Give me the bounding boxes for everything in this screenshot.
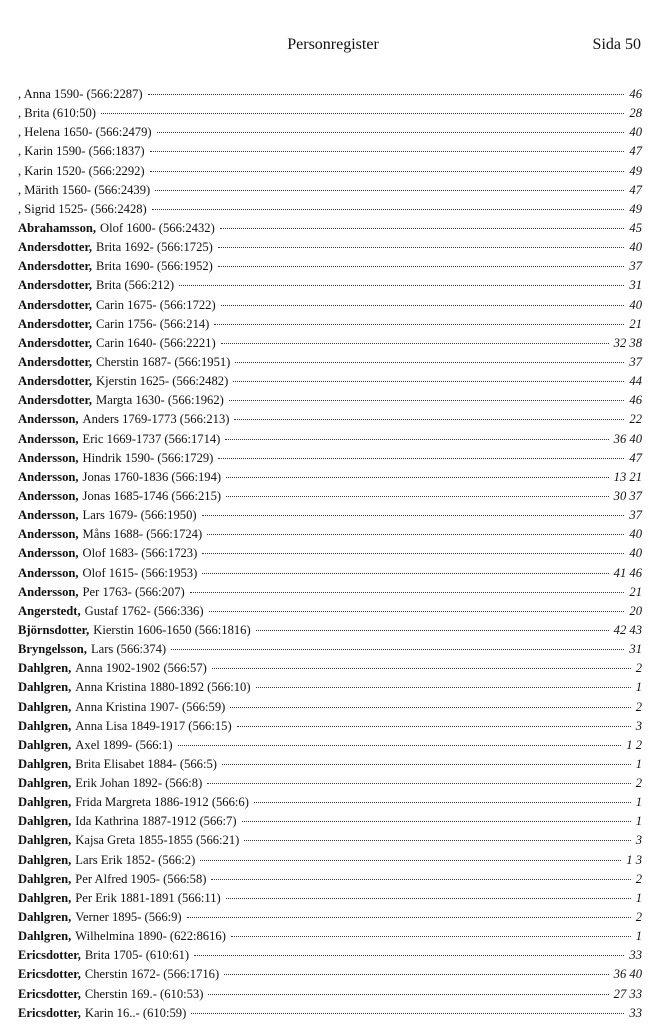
entry-details: Lars 1679- (566:1950): [82, 508, 197, 523]
entry-surname: Dahlgren,: [18, 680, 72, 695]
entry-surname: Andersson,: [18, 469, 79, 484]
entry-details: Per Erik 1881-1891 (566:11): [75, 890, 221, 905]
entry-details: Olof 1615- (566:1953): [82, 565, 198, 580]
index-entry: [18, 927, 642, 946]
dot-leader: [148, 93, 625, 95]
dot-leader: [235, 361, 624, 363]
index-entry: [18, 812, 642, 831]
entry-page-refs: 32 38: [613, 335, 642, 350]
entry-page-refs: 37: [629, 259, 642, 274]
entry-surname: Dahlgren,: [18, 699, 72, 714]
index-entry: [18, 659, 642, 678]
dot-leader: [256, 686, 631, 688]
entry-details: Kjerstin 1625- (566:2482): [96, 374, 229, 389]
entry-details: , Sigrid 1525- (566:2428): [18, 201, 147, 216]
entry-details: Cherstin 169.- (610:53): [84, 986, 204, 1001]
entry-page-refs: 1 2: [626, 737, 642, 752]
person-index-list: [18, 85, 642, 1023]
dot-leader: [178, 744, 622, 746]
entry-details: , Anna 1590- (566:2287): [18, 87, 143, 101]
dot-leader: [220, 227, 625, 229]
entry-surname: Andersson,: [18, 527, 79, 542]
dot-leader: [191, 1012, 624, 1014]
entry-surname: Dahlgren,: [18, 833, 72, 848]
entry-page-refs: 20: [629, 603, 642, 618]
index-entry: [18, 315, 642, 334]
dot-leader: [226, 476, 609, 478]
dot-leader: [237, 725, 631, 727]
dot-leader: [194, 954, 624, 956]
entry-surname: Andersson,: [18, 431, 79, 446]
entry-details: Jonas 1760-1836 (566:194): [82, 469, 222, 484]
index-entry: [18, 353, 642, 372]
entry-details: Wilhelmina 1890- (622:8616): [75, 929, 226, 944]
dot-leader: [231, 935, 631, 937]
dot-leader: [152, 208, 625, 210]
entry-details: Brita (566:212): [96, 278, 175, 293]
entry-surname: Andersdotter,: [18, 393, 93, 408]
entry-details: Karin 16..- (610:59): [84, 1005, 187, 1020]
dot-leader: [218, 457, 624, 459]
entry-page-refs: 33: [629, 1005, 642, 1020]
entry-surname: Angerstedt,: [18, 603, 81, 618]
dot-leader: [155, 189, 624, 191]
entry-details: Axel 1899- (566:1): [75, 737, 173, 752]
entry-page-refs: 46: [629, 393, 642, 408]
dot-leader: [233, 380, 624, 382]
entry-page-refs: 42 43: [613, 622, 642, 637]
index-entry: [18, 334, 642, 353]
entry-page-refs: 40: [629, 240, 642, 255]
entry-page-refs: 46: [629, 87, 642, 101]
dot-leader: [224, 973, 608, 975]
dot-leader: [179, 284, 624, 286]
entry-page-refs: 1 3: [626, 852, 642, 867]
entry-page-refs: 13 21: [613, 469, 642, 484]
dot-leader: [218, 246, 625, 248]
dot-leader: [222, 763, 631, 765]
index-entry: [18, 678, 642, 697]
entry-page-refs: 2: [635, 910, 642, 925]
entry-page-refs: 37: [629, 354, 642, 369]
entry-details: Frida Margreta 1886-1912 (566:6): [75, 795, 249, 810]
entry-page-refs: 40: [629, 546, 642, 561]
entry-page-refs: 30 37: [613, 488, 642, 503]
entry-details: Anders 1769-1773 (566:213): [82, 412, 230, 427]
dot-leader: [226, 495, 609, 497]
dot-leader: [212, 667, 631, 669]
dot-leader: [230, 706, 630, 708]
entry-details: Per 1763- (566:207): [82, 584, 185, 599]
entry-page-refs: 49: [629, 201, 642, 216]
entry-page-refs: 41 46: [613, 565, 642, 580]
entry-surname: Björnsdotter,: [18, 622, 90, 637]
page-title: Personregister: [287, 36, 379, 53]
entry-page-refs: 36 40: [613, 967, 642, 982]
index-entry: [18, 162, 642, 181]
index-entry: [18, 602, 642, 621]
dot-leader: [202, 552, 624, 554]
index-entry: [18, 698, 642, 717]
index-entry: [18, 985, 642, 1004]
index-entry: [18, 755, 642, 774]
dot-leader: [221, 342, 609, 344]
dot-leader: [202, 572, 608, 574]
index-entry: [18, 372, 642, 391]
entry-page-refs: 2: [635, 776, 642, 791]
entry-surname: Ericsdotter,: [18, 967, 81, 982]
entry-details: Erik Johan 1892- (566:8): [75, 776, 203, 791]
dot-leader: [214, 323, 624, 325]
entry-page-refs: 31: [629, 642, 642, 657]
entry-details: Margta 1630- (566:1962): [96, 393, 224, 408]
dot-leader: [218, 265, 625, 267]
entry-details: Olof 1683- (566:1723): [82, 546, 198, 561]
entry-surname: Andersdotter,: [18, 240, 93, 255]
entry-surname: Andersdotter,: [18, 335, 93, 350]
entry-surname: Dahlgren,: [18, 718, 72, 733]
entry-page-refs: 1: [635, 756, 642, 771]
entry-surname: Dahlgren,: [18, 910, 72, 925]
index-entry: [18, 85, 642, 104]
entry-page-refs: 1: [635, 929, 642, 944]
dot-leader: [207, 533, 624, 535]
entry-page-refs: 2: [635, 871, 642, 886]
index-entry: [18, 468, 642, 487]
entry-details: Kajsa Greta 1855-1855 (566:21): [75, 833, 240, 848]
dot-leader: [211, 878, 630, 880]
entry-page-refs: 44: [629, 374, 642, 389]
entry-surname: Dahlgren,: [18, 737, 72, 752]
entry-page-refs: 33: [629, 948, 642, 963]
entry-surname: Andersson,: [18, 508, 79, 523]
entry-details: Carin 1756- (566:214): [96, 316, 210, 331]
dot-leader: [229, 399, 625, 401]
entry-page-refs: 3: [635, 833, 642, 848]
entry-surname: Ericsdotter,: [18, 948, 81, 963]
entry-page-refs: 40: [629, 297, 642, 312]
entry-surname: Dahlgren,: [18, 871, 72, 886]
index-entry: [18, 506, 642, 525]
dot-leader: [171, 648, 624, 650]
entry-page-refs: 49: [629, 163, 642, 178]
entry-details: Olof 1600- (566:2432): [100, 220, 215, 235]
entry-details: Carin 1640- (566:2221): [96, 335, 216, 350]
entry-page-refs: 47: [629, 450, 642, 465]
dot-leader: [234, 418, 624, 420]
dot-leader: [190, 591, 625, 593]
entry-details: Lars Erik 1852- (566:2): [75, 852, 196, 867]
entry-page-refs: 36 40: [613, 431, 642, 446]
entry-surname: Andersson,: [18, 584, 79, 599]
entry-details: Brita 1705- (610:61): [84, 948, 190, 963]
index-entry: [18, 965, 642, 984]
entry-page-refs: 47: [629, 182, 642, 197]
entry-page-refs: 40: [629, 527, 642, 542]
index-entry: [18, 774, 642, 793]
entry-details: , Helena 1650- (566:2479): [18, 125, 152, 140]
entry-details: Carin 1675- (566:1722): [96, 297, 216, 312]
index-entry: [18, 391, 642, 410]
entry-details: Kierstin 1606-1650 (566:1816): [93, 622, 251, 637]
entry-surname: Andersson,: [18, 546, 79, 561]
entry-surname: Bryngelsson,: [18, 642, 87, 657]
index-entry: [18, 487, 642, 506]
dot-leader: [226, 897, 631, 899]
entry-surname: Andersson,: [18, 565, 79, 580]
entry-surname: Dahlgren,: [18, 795, 72, 810]
entry-details: Cherstin 1672- (566:1716): [84, 967, 220, 982]
dot-leader: [187, 916, 631, 918]
index-entry: [18, 870, 642, 889]
dot-leader: [221, 304, 625, 306]
entry-page-refs: 22: [629, 412, 642, 427]
index-entry: [18, 946, 642, 965]
entry-details: , Karin 1590- (566:1837): [18, 144, 145, 159]
entry-page-refs: 45: [629, 220, 642, 235]
index-entry: [18, 276, 642, 295]
entry-page-refs: 21: [629, 316, 642, 331]
entry-surname: Dahlgren,: [18, 756, 72, 771]
entry-details: Jonas 1685-1746 (566:215): [82, 488, 222, 503]
page-number: Sida 50: [592, 36, 641, 53]
dot-leader: [256, 629, 609, 631]
entry-page-refs: 31: [629, 278, 642, 293]
entry-surname: Andersdotter,: [18, 374, 93, 389]
entry-surname: Andersdotter,: [18, 259, 93, 274]
entry-surname: Dahlgren,: [18, 852, 72, 867]
index-entry: [18, 889, 642, 908]
entry-details: Anna Kristina 1880-1892 (566:10): [75, 680, 251, 695]
index-entry: [18, 219, 642, 238]
entry-page-refs: 2: [635, 699, 642, 714]
entry-details: Måns 1688- (566:1724): [82, 527, 203, 542]
dot-leader: [207, 782, 630, 784]
index-entry: [18, 142, 642, 161]
index-entry: [18, 104, 642, 123]
entry-page-refs: 1: [635, 680, 642, 695]
entry-details: Ida Kathrina 1887-1912 (566:7): [75, 814, 237, 829]
entry-page-refs: 21: [629, 584, 642, 599]
entry-surname: Dahlgren,: [18, 776, 72, 791]
entry-page-refs: 3: [635, 718, 642, 733]
entry-page-refs: 1: [635, 890, 642, 905]
index-entry: [18, 717, 642, 736]
index-entry: [18, 200, 642, 219]
entry-details: Anna 1902-1902 (566:57): [75, 661, 207, 676]
entry-surname: Ericsdotter,: [18, 1005, 81, 1020]
entry-surname: Dahlgren,: [18, 929, 72, 944]
entry-surname: Andersson,: [18, 488, 79, 503]
dot-leader: [208, 993, 608, 995]
index-entry: [18, 525, 642, 544]
entry-details: Brita 1692- (566:1725): [96, 240, 213, 255]
entry-page-refs: 27 33: [613, 986, 642, 1001]
index-entry: [18, 449, 642, 468]
index-entry: [18, 238, 642, 257]
entry-details: , Märith 1560- (566:2439): [18, 182, 151, 197]
index-entry: [18, 583, 642, 602]
entry-page-refs: 47: [629, 144, 642, 159]
entry-page-refs: 1: [635, 795, 642, 810]
index-entry: [18, 1004, 642, 1023]
index-entry: [18, 908, 642, 927]
dot-leader: [200, 859, 621, 861]
entry-surname: Dahlgren,: [18, 890, 72, 905]
entry-details: Lars (566:374): [90, 642, 167, 657]
dot-leader: [244, 839, 630, 841]
index-entry: [18, 793, 642, 812]
dot-leader: [157, 131, 625, 133]
entry-surname: Andersdotter,: [18, 297, 93, 312]
entry-surname: Andersdotter,: [18, 354, 93, 369]
index-entry: [18, 640, 642, 659]
dot-leader: [254, 801, 631, 803]
entry-page-refs: 1: [635, 814, 642, 829]
entry-details: , Brita (610:50): [18, 106, 96, 121]
entry-surname: Andersson,: [18, 450, 79, 465]
dot-leader: [209, 610, 625, 612]
entry-details: Per Alfred 1905- (566:58): [75, 871, 207, 886]
dot-leader: [242, 820, 631, 822]
entry-page-refs: 37: [629, 508, 642, 523]
index-entry: [18, 123, 642, 142]
entry-details: Eric 1669-1737 (566:1714): [82, 431, 221, 446]
entry-surname: Andersdotter,: [18, 278, 93, 293]
entry-details: Anna Kristina 1907- (566:59): [75, 699, 226, 714]
index-entry: [18, 296, 642, 315]
dot-leader: [150, 170, 625, 172]
index-entry: [18, 851, 642, 870]
entry-page-refs: 28: [629, 106, 642, 121]
entry-details: Verner 1895- (566:9): [75, 910, 182, 925]
entry-surname: Andersson,: [18, 412, 79, 427]
entry-surname: Dahlgren,: [18, 661, 72, 676]
entry-surname: Ericsdotter,: [18, 986, 81, 1001]
dot-leader: [101, 112, 624, 114]
entry-page-refs: 40: [629, 125, 642, 140]
index-entry: [18, 544, 642, 563]
entry-details: , Karin 1520- (566:2292): [18, 163, 145, 178]
index-entry: [18, 410, 642, 429]
entry-surname: Andersdotter,: [18, 316, 93, 331]
index-entry: [18, 831, 642, 850]
entry-details: Brita Elisabet 1884- (566:5): [75, 756, 217, 771]
index-entry: [18, 257, 642, 276]
entry-details: Hindrik 1590- (566:1729): [82, 450, 214, 465]
entry-details: Anna Lisa 1849-1917 (566:15): [75, 718, 232, 733]
index-entry: [18, 736, 642, 755]
dot-leader: [225, 438, 608, 440]
entry-page-refs: 2: [635, 661, 642, 676]
dot-leader: [202, 514, 625, 516]
entry-surname: Dahlgren,: [18, 814, 72, 829]
index-entry: [18, 621, 642, 640]
entry-details: Cherstin 1687- (566:1951): [96, 354, 231, 369]
dot-leader: [150, 150, 625, 152]
entry-details: Gustaf 1762- (566:336): [84, 603, 204, 618]
index-entry: [18, 564, 642, 583]
entry-details: Brita 1690- (566:1952): [96, 259, 213, 274]
index-entry: [18, 430, 642, 449]
index-entry: [18, 181, 642, 200]
entry-surname: Abrahamsson,: [18, 220, 97, 235]
